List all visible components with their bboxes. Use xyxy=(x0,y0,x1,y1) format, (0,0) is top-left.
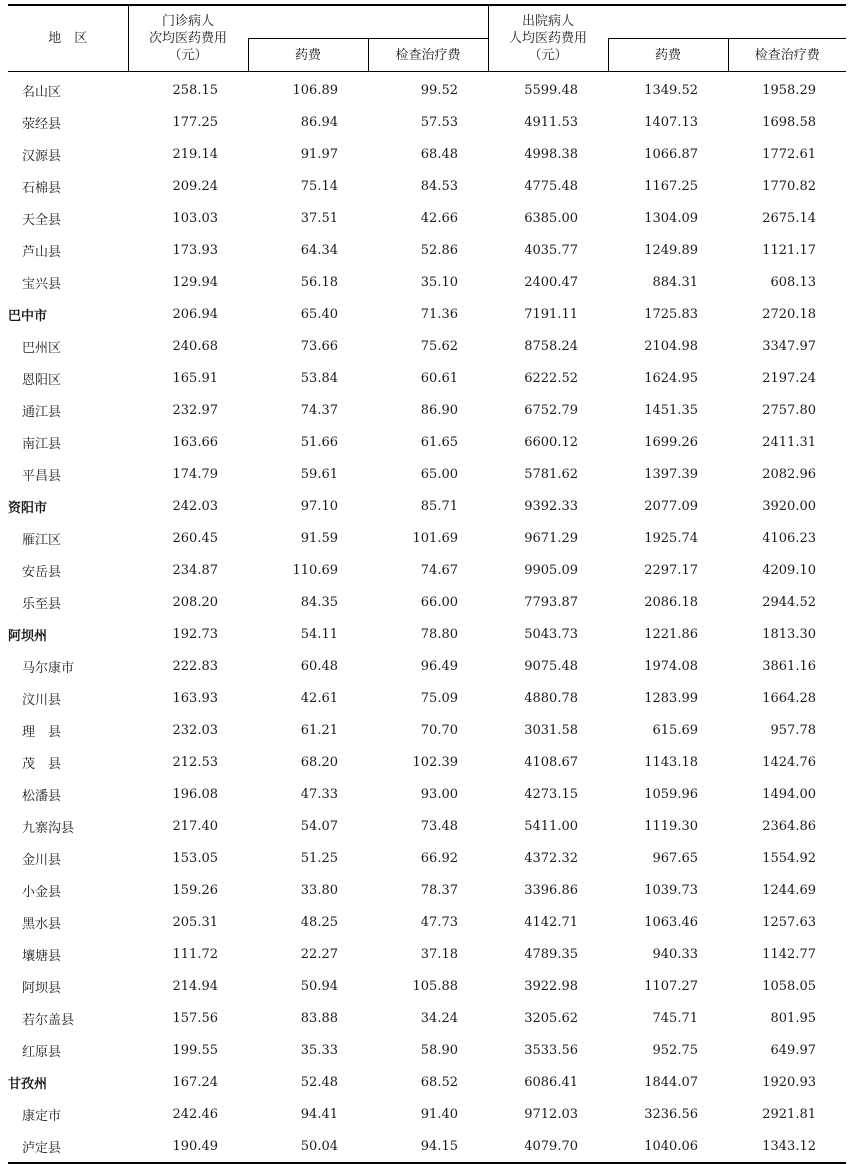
header-inpatient-drug: 药费 xyxy=(608,39,728,72)
inpatient-exam-cell: 1920.93 xyxy=(762,1074,816,1090)
inpatient-exam-cell: 1257.63 xyxy=(762,914,816,930)
outpatient-drug-cell: 47.33 xyxy=(300,786,338,802)
inpatient-drug-cell: 1624.95 xyxy=(644,370,698,386)
inpatient-drug-cell: 1143.18 xyxy=(644,754,698,770)
header-inpatient-group xyxy=(608,5,846,39)
region-name: 汉源县 xyxy=(22,148,62,164)
outpatient-drug-cell: 33.80 xyxy=(300,882,338,898)
region-name: 安岳县 xyxy=(22,564,62,580)
inpatient-avg-cell: 6222.52 xyxy=(524,370,578,386)
inpatient-drug-cell: 940.33 xyxy=(652,946,698,962)
header-inpatient-line1: 出院病人 xyxy=(521,14,574,29)
outpatient-drug-cell: 54.07 xyxy=(300,818,338,834)
inpatient-drug-cell: 1925.74 xyxy=(644,530,698,546)
header-region-label: 地 区 xyxy=(48,31,88,46)
outpatient-avg-cell: 232.03 xyxy=(172,722,218,738)
outpatient-exam-cell: 35.10 xyxy=(420,274,458,290)
header-outpatient-line2: 次均医药费用 xyxy=(148,31,227,46)
inpatient-drug-cell: 1349.52 xyxy=(644,82,698,98)
inpatient-exam-cell: 957.78 xyxy=(770,722,816,738)
inpatient-exam-cell: 649.97 xyxy=(770,1042,816,1058)
city-row xyxy=(8,1066,846,1098)
inpatient-drug-cell: 2104.98 xyxy=(644,338,698,354)
inpatient-exam-cell: 3347.97 xyxy=(762,338,816,354)
outpatient-exam-cell: 57.53 xyxy=(420,114,458,130)
outpatient-avg-cell: 217.40 xyxy=(172,818,218,834)
outpatient-drug-cell: 83.88 xyxy=(300,1010,338,1026)
outpatient-avg-cell: 234.87 xyxy=(172,562,218,578)
inpatient-drug-cell: 1167.25 xyxy=(644,178,698,194)
inpatient-drug-cell: 1107.27 xyxy=(644,978,698,994)
outpatient-avg-cell: 153.05 xyxy=(172,850,218,866)
region-name: 巴州区 xyxy=(22,340,62,356)
table-row xyxy=(8,394,846,426)
inpatient-drug-cell: 1059.96 xyxy=(644,786,698,802)
inpatient-exam-cell: 1142.77 xyxy=(762,946,816,962)
outpatient-exam-cell: 102.39 xyxy=(412,754,458,770)
table-row xyxy=(8,586,846,618)
table-row xyxy=(8,938,846,970)
outpatient-exam-cell: 86.90 xyxy=(420,402,458,418)
inpatient-drug-cell: 884.31 xyxy=(652,274,698,290)
inpatient-drug-cell: 2086.18 xyxy=(644,594,698,610)
outpatient-avg-cell: 258.15 xyxy=(172,82,218,98)
region-name: 甘孜州 xyxy=(8,1076,48,1092)
outpatient-exam-cell: 70.70 xyxy=(420,722,458,738)
inpatient-drug-cell: 1844.07 xyxy=(644,1074,698,1090)
table-row xyxy=(8,458,846,490)
region-name: 若尔盖县 xyxy=(22,1012,75,1028)
outpatient-exam-cell: 75.62 xyxy=(420,338,458,354)
outpatient-avg-cell: 129.94 xyxy=(172,274,218,290)
outpatient-avg-cell: 190.49 xyxy=(128,1130,248,1163)
table-row xyxy=(8,170,846,202)
inpatient-drug-cell: 1283.99 xyxy=(644,690,698,706)
table-row xyxy=(8,1002,846,1034)
table-row xyxy=(8,874,846,906)
header-inpatient-exam: 检查治疗费 xyxy=(728,39,846,72)
inpatient-avg-cell: 5411.00 xyxy=(524,818,578,834)
inpatient-drug-cell: 615.69 xyxy=(652,722,698,738)
outpatient-exam-cell: 78.80 xyxy=(420,626,458,642)
inpatient-avg-cell: 4273.15 xyxy=(524,786,578,802)
outpatient-avg-cell: 219.14 xyxy=(172,146,218,162)
table-row xyxy=(8,138,846,170)
table-row xyxy=(8,522,846,554)
region-name: 石棉县 xyxy=(22,180,62,196)
outpatient-drug-cell: 50.04 xyxy=(248,1130,368,1163)
outpatient-exam-cell: 66.00 xyxy=(420,594,458,610)
inpatient-avg-cell: 4998.38 xyxy=(524,146,578,162)
outpatient-avg-cell: 192.73 xyxy=(172,626,218,642)
inpatient-avg-cell: 4142.71 xyxy=(524,914,578,930)
table-row xyxy=(8,1130,846,1163)
inpatient-avg-cell: 9712.03 xyxy=(524,1106,578,1122)
inpatient-avg-cell: 4035.77 xyxy=(524,242,578,258)
outpatient-exam-cell: 96.49 xyxy=(420,658,458,674)
inpatient-exam-cell: 4209.10 xyxy=(762,562,816,578)
table-body xyxy=(8,72,846,1164)
outpatient-avg-cell: 240.68 xyxy=(172,338,218,354)
inpatient-drug-cell: 3236.56 xyxy=(644,1106,698,1122)
outpatient-avg-cell: 111.72 xyxy=(172,946,218,962)
outpatient-avg-cell: 163.66 xyxy=(172,434,218,450)
inpatient-avg-cell: 7793.87 xyxy=(524,594,578,610)
outpatient-avg-cell: 103.03 xyxy=(172,210,218,226)
outpatient-drug-cell: 106.89 xyxy=(292,82,338,98)
inpatient-exam-cell: 1813.30 xyxy=(762,626,816,642)
region-name: 阿坝州 xyxy=(8,628,48,644)
region-name: 乐至县 xyxy=(22,596,62,612)
inpatient-drug-cell: 1063.46 xyxy=(644,914,698,930)
inpatient-exam-cell: 2921.81 xyxy=(762,1106,816,1122)
outpatient-drug-cell: 86.94 xyxy=(300,114,338,130)
outpatient-exam-cell: 68.48 xyxy=(420,146,458,162)
region-name: 天全县 xyxy=(22,212,62,228)
outpatient-drug-cell: 52.48 xyxy=(300,1074,338,1090)
outpatient-exam-cell: 75.09 xyxy=(420,690,458,706)
inpatient-avg-cell: 3533.56 xyxy=(524,1042,578,1058)
outpatient-drug-cell: 110.69 xyxy=(292,562,338,578)
inpatient-drug-cell: 1397.39 xyxy=(644,466,698,482)
inpatient-exam-cell: 1554.92 xyxy=(762,850,816,866)
outpatient-drug-cell: 53.84 xyxy=(300,370,338,386)
region-name: 荥经县 xyxy=(22,116,62,132)
table-row xyxy=(8,266,846,298)
inpatient-avg-cell: 4911.53 xyxy=(524,114,578,130)
inpatient-exam-cell: 2675.14 xyxy=(762,210,816,226)
header-outpatient-exam: 检查治疗费 xyxy=(368,39,488,72)
region-name: 泸定县 xyxy=(8,1130,128,1163)
outpatient-avg-cell: 199.55 xyxy=(172,1042,218,1058)
region-name: 红原县 xyxy=(22,1044,62,1060)
table-row xyxy=(8,330,846,362)
table-row xyxy=(8,778,846,810)
inpatient-exam-cell: 1244.69 xyxy=(762,882,816,898)
inpatient-avg-cell: 4880.78 xyxy=(524,690,578,706)
table-header xyxy=(8,5,846,72)
inpatient-exam-cell: 1121.17 xyxy=(762,242,816,258)
inpatient-drug-cell: 745.71 xyxy=(652,1010,698,1026)
header-outpatient-group xyxy=(248,5,488,39)
inpatient-exam-cell: 1494.00 xyxy=(762,786,816,802)
outpatient-avg-cell: 212.53 xyxy=(172,754,218,770)
inpatient-avg-cell: 3396.86 xyxy=(524,882,578,898)
inpatient-exam-cell: 1772.61 xyxy=(762,146,816,162)
outpatient-avg-cell: 157.56 xyxy=(172,1010,218,1026)
header-outpatient-unit: （元） xyxy=(168,48,208,63)
header-inpatient-line2: 人均医药费用 xyxy=(508,31,587,46)
outpatient-exam-cell: 101.69 xyxy=(412,530,458,546)
outpatient-avg-cell: 159.26 xyxy=(172,882,218,898)
table-row xyxy=(8,362,846,394)
outpatient-exam-cell: 71.36 xyxy=(420,306,458,322)
outpatient-drug-cell: 91.59 xyxy=(300,530,338,546)
table-row xyxy=(8,714,846,746)
outpatient-avg-cell: 206.94 xyxy=(172,306,218,322)
inpatient-drug-cell: 1221.86 xyxy=(644,626,698,642)
inpatient-drug-cell: 952.75 xyxy=(652,1042,698,1058)
outpatient-avg-cell: 174.79 xyxy=(172,466,218,482)
inpatient-exam-cell: 2944.52 xyxy=(762,594,816,610)
inpatient-exam-cell: 3861.16 xyxy=(762,658,816,674)
inpatient-avg-cell: 3922.98 xyxy=(524,978,578,994)
region-name: 恩阳区 xyxy=(22,372,62,388)
outpatient-exam-cell: 34.24 xyxy=(420,1010,458,1026)
table-row xyxy=(8,650,846,682)
inpatient-drug-cell: 1725.83 xyxy=(644,306,698,322)
region-name: 松潘县 xyxy=(22,788,62,804)
outpatient-drug-cell: 74.37 xyxy=(300,402,338,418)
region-name: 小金县 xyxy=(22,884,62,900)
inpatient-drug-cell: 967.65 xyxy=(652,850,698,866)
header-region xyxy=(8,5,128,72)
table-row xyxy=(8,554,846,586)
outpatient-drug-cell: 59.61 xyxy=(300,466,338,482)
region-name: 九寨沟县 xyxy=(22,820,75,836)
outpatient-exam-cell: 65.00 xyxy=(420,466,458,482)
inpatient-avg-cell: 9671.29 xyxy=(524,530,578,546)
outpatient-avg-cell: 196.08 xyxy=(172,786,218,802)
inpatient-avg-cell: 9075.48 xyxy=(524,658,578,674)
inpatient-exam-cell: 3920.00 xyxy=(762,498,816,514)
outpatient-drug-cell: 61.21 xyxy=(300,722,338,738)
inpatient-avg-cell: 6752.79 xyxy=(524,402,578,418)
table-row xyxy=(8,426,846,458)
region-name: 宝兴县 xyxy=(22,276,62,292)
outpatient-exam-cell: 84.53 xyxy=(420,178,458,194)
outpatient-avg-cell: 242.46 xyxy=(172,1106,218,1122)
inpatient-drug-cell: 1039.73 xyxy=(644,882,698,898)
outpatient-avg-cell: 205.31 xyxy=(172,914,218,930)
outpatient-exam-cell: 52.86 xyxy=(420,242,458,258)
inpatient-exam-cell: 1058.05 xyxy=(762,978,816,994)
inpatient-exam-cell: 608.13 xyxy=(770,274,816,290)
inpatient-drug-cell: 2077.09 xyxy=(644,498,698,514)
inpatient-avg-cell: 6385.00 xyxy=(524,210,578,226)
outpatient-drug-cell: 35.33 xyxy=(300,1042,338,1058)
outpatient-avg-cell: 209.24 xyxy=(172,178,218,194)
region-name: 平昌县 xyxy=(22,468,62,484)
inpatient-avg-cell: 4372.32 xyxy=(524,850,578,866)
header-inpatient-total xyxy=(488,5,608,72)
outpatient-exam-cell: 93.00 xyxy=(420,786,458,802)
table-row xyxy=(8,682,846,714)
inpatient-avg-cell: 5781.62 xyxy=(524,466,578,482)
region-name: 汶川县 xyxy=(22,692,62,708)
outpatient-exam-cell: 60.61 xyxy=(420,370,458,386)
outpatient-exam-cell: 47.73 xyxy=(420,914,458,930)
outpatient-drug-cell: 75.14 xyxy=(300,178,338,194)
inpatient-exam-cell: 2720.18 xyxy=(762,306,816,322)
inpatient-drug-cell: 2297.17 xyxy=(644,562,698,578)
outpatient-exam-cell: 61.65 xyxy=(420,434,458,450)
inpatient-avg-cell: 6600.12 xyxy=(524,434,578,450)
inpatient-exam-cell: 1664.28 xyxy=(762,690,816,706)
outpatient-avg-cell: 173.93 xyxy=(172,242,218,258)
outpatient-avg-cell: 165.91 xyxy=(172,370,218,386)
inpatient-exam-cell: 4106.23 xyxy=(762,530,816,546)
outpatient-drug-cell: 60.48 xyxy=(300,658,338,674)
inpatient-exam-cell: 2197.24 xyxy=(762,370,816,386)
region-name: 茂 县 xyxy=(22,756,62,772)
table-row xyxy=(8,746,846,778)
inpatient-drug-cell: 1304.09 xyxy=(644,210,698,226)
region-name: 金川县 xyxy=(22,852,62,868)
outpatient-exam-cell: 91.40 xyxy=(420,1106,458,1122)
inpatient-drug-cell: 1451.35 xyxy=(644,402,698,418)
inpatient-drug-cell: 1040.06 xyxy=(608,1130,728,1163)
region-name: 雁江区 xyxy=(22,532,62,548)
region-name: 理 县 xyxy=(22,724,62,740)
table-row xyxy=(8,906,846,938)
outpatient-drug-cell: 22.27 xyxy=(300,946,338,962)
outpatient-drug-cell: 68.20 xyxy=(300,754,338,770)
outpatient-drug-cell: 51.66 xyxy=(300,434,338,450)
region-name: 阿坝县 xyxy=(22,980,62,996)
inpatient-exam-cell: 2364.86 xyxy=(762,818,816,834)
outpatient-avg-cell: 222.83 xyxy=(172,658,218,674)
inpatient-exam-cell: 1698.58 xyxy=(762,114,816,130)
inpatient-avg-cell: 3205.62 xyxy=(524,1010,578,1026)
inpatient-avg-cell: 4108.67 xyxy=(524,754,578,770)
table-row xyxy=(8,1098,846,1130)
table-row xyxy=(8,842,846,874)
outpatient-avg-cell: 242.03 xyxy=(172,498,218,514)
table-row xyxy=(8,970,846,1002)
outpatient-avg-cell: 232.97 xyxy=(172,402,218,418)
outpatient-exam-cell: 105.88 xyxy=(412,978,458,994)
header-outpatient-drug: 药费 xyxy=(248,39,368,72)
inpatient-exam-cell: 2411.31 xyxy=(762,434,816,450)
inpatient-drug-cell: 1066.87 xyxy=(644,146,698,162)
outpatient-avg-cell: 177.25 xyxy=(172,114,218,130)
inpatient-avg-cell: 9905.09 xyxy=(524,562,578,578)
city-row xyxy=(8,490,846,522)
inpatient-drug-cell: 1119.30 xyxy=(644,818,698,834)
outpatient-drug-cell: 50.94 xyxy=(300,978,338,994)
inpatient-avg-cell: 7191.11 xyxy=(524,306,578,322)
outpatient-exam-cell: 94.15 xyxy=(368,1130,488,1163)
inpatient-drug-cell: 1699.26 xyxy=(644,434,698,450)
outpatient-drug-cell: 42.61 xyxy=(300,690,338,706)
medical-cost-table xyxy=(8,4,846,1164)
region-name: 马尔康市 xyxy=(22,660,75,676)
inpatient-avg-cell: 3031.58 xyxy=(524,722,578,738)
outpatient-drug-cell: 48.25 xyxy=(300,914,338,930)
inpatient-exam-cell: 1770.82 xyxy=(762,178,816,194)
outpatient-avg-cell: 163.93 xyxy=(172,690,218,706)
inpatient-avg-cell: 4079.70 xyxy=(488,1130,608,1163)
outpatient-exam-cell: 73.48 xyxy=(420,818,458,834)
outpatient-avg-cell: 208.20 xyxy=(172,594,218,610)
inpatient-avg-cell: 6086.41 xyxy=(524,1074,578,1090)
region-name: 名山区 xyxy=(22,84,62,100)
region-name: 康定市 xyxy=(22,1108,62,1124)
outpatient-avg-cell: 167.24 xyxy=(172,1074,218,1090)
inpatient-avg-cell: 2400.47 xyxy=(524,274,578,290)
region-name: 芦山县 xyxy=(22,244,62,260)
outpatient-exam-cell: 66.92 xyxy=(420,850,458,866)
inpatient-avg-cell: 4775.48 xyxy=(524,178,578,194)
table-row xyxy=(8,810,846,842)
outpatient-drug-cell: 65.40 xyxy=(300,306,338,322)
inpatient-exam-cell: 1343.12 xyxy=(728,1130,846,1163)
inpatient-exam-cell: 2757.80 xyxy=(762,402,816,418)
table-row xyxy=(8,106,846,138)
outpatient-exam-cell: 99.52 xyxy=(420,82,458,98)
outpatient-drug-cell: 84.35 xyxy=(300,594,338,610)
inpatient-drug-cell: 1249.89 xyxy=(644,242,698,258)
outpatient-drug-cell: 56.18 xyxy=(300,274,338,290)
inpatient-avg-cell: 8758.24 xyxy=(524,338,578,354)
region-name: 资阳市 xyxy=(8,500,48,516)
outpatient-drug-cell: 37.51 xyxy=(300,210,338,226)
inpatient-avg-cell: 4789.35 xyxy=(524,946,578,962)
table-row xyxy=(8,1034,846,1066)
city-row xyxy=(8,298,846,330)
outpatient-exam-cell: 58.90 xyxy=(420,1042,458,1058)
outpatient-drug-cell: 94.41 xyxy=(300,1106,338,1122)
outpatient-avg-cell: 214.94 xyxy=(172,978,218,994)
inpatient-drug-cell: 1407.13 xyxy=(644,114,698,130)
region-name: 黑水县 xyxy=(22,916,62,932)
inpatient-avg-cell: 5599.48 xyxy=(524,82,578,98)
outpatient-exam-cell: 37.18 xyxy=(420,946,458,962)
region-name: 壤塘县 xyxy=(22,948,62,964)
table-row xyxy=(8,72,846,107)
outpatient-exam-cell: 42.66 xyxy=(420,210,458,226)
header-outpatient-line1: 门诊病人 xyxy=(161,14,214,29)
inpatient-exam-cell: 1958.29 xyxy=(762,82,816,98)
inpatient-avg-cell: 9392.33 xyxy=(524,498,578,514)
outpatient-drug-cell: 97.10 xyxy=(300,498,338,514)
header-inpatient-unit: （元） xyxy=(528,48,568,63)
inpatient-exam-cell: 2082.96 xyxy=(762,466,816,482)
outpatient-avg-cell: 260.45 xyxy=(172,530,218,546)
header-outpatient-total xyxy=(128,5,248,72)
outpatient-drug-cell: 51.25 xyxy=(300,850,338,866)
region-name: 南江县 xyxy=(22,436,62,452)
outpatient-drug-cell: 73.66 xyxy=(300,338,338,354)
inpatient-exam-cell: 801.95 xyxy=(770,1010,816,1026)
inpatient-drug-cell: 1974.08 xyxy=(644,658,698,674)
table-row xyxy=(8,234,846,266)
outpatient-exam-cell: 78.37 xyxy=(420,882,458,898)
table-row xyxy=(8,202,846,234)
region-name: 通江县 xyxy=(22,404,62,420)
inpatient-avg-cell: 5043.73 xyxy=(524,626,578,642)
outpatient-exam-cell: 74.67 xyxy=(420,562,458,578)
outpatient-drug-cell: 91.97 xyxy=(300,146,338,162)
outpatient-exam-cell: 85.71 xyxy=(420,498,458,514)
city-row xyxy=(8,618,846,650)
inpatient-exam-cell: 1424.76 xyxy=(762,754,816,770)
outpatient-drug-cell: 54.11 xyxy=(300,626,338,642)
outpatient-drug-cell: 64.34 xyxy=(300,242,338,258)
outpatient-exam-cell: 68.52 xyxy=(420,1074,458,1090)
region-name: 巴中市 xyxy=(8,308,48,324)
